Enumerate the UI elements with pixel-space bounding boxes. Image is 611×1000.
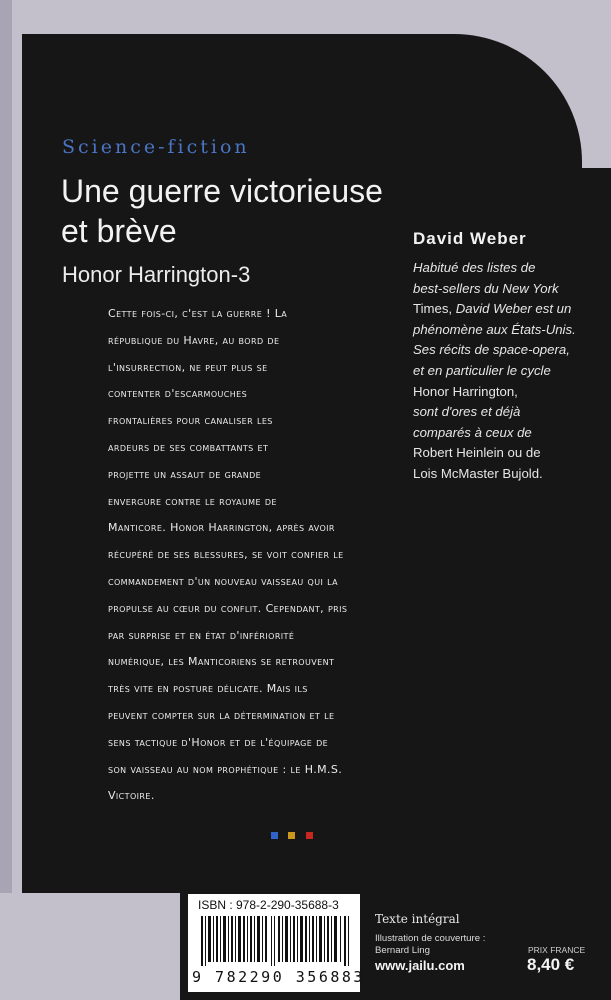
genre-label: Science-fiction [62, 136, 250, 158]
bio-line: phénomène aux États-Unis. [413, 321, 576, 337]
bio-line: Robert Heinlein ou de [413, 445, 541, 461]
blue-square-icon [271, 832, 278, 839]
bio-line: comparés à ceux de [413, 424, 532, 440]
bio-line: Ses récits de space-opera, [413, 342, 570, 358]
book-title-line2: et brève [61, 213, 177, 249]
spine-edge [0, 0, 12, 1000]
gold-square-icon [288, 832, 295, 839]
summary-line: par surprise et en état d'infériorité [108, 628, 295, 642]
price-value: 8,40 € [527, 955, 575, 974]
summary-line: sens tactique d'Honor et de l'équipage de [108, 735, 329, 749]
publisher-website: www.jailu.com [375, 958, 465, 973]
summary-line: projette un assaut de grande [108, 467, 262, 481]
bio-line: Habitué des listes de [413, 260, 536, 275]
bio-line: Times, [413, 301, 453, 317]
author-name: David Weber [413, 229, 527, 248]
summary-line: Victoire. [108, 789, 155, 803]
barcode-panel [188, 894, 365, 992]
summary-line: ardeurs de ses combattants et [108, 440, 269, 454]
barcode-number: 9 782290 356883 [192, 968, 365, 986]
isbn-label: ISBN : 978-2-290-35688-3 [198, 898, 339, 912]
summary-line: frontalières pour canaliser les [108, 414, 273, 428]
book-summary [108, 301, 507, 810]
summary-line: envergure contre le royaume de [108, 494, 277, 508]
lower-left-frame [0, 893, 180, 1000]
summary-line: Manticore. Honor Harrington, après avoir [108, 521, 335, 535]
bio-line: sont d'ores et déjà [413, 404, 521, 420]
book-title-line1: Une guerre victorieuse [61, 173, 383, 209]
barcode-icon [201, 916, 351, 966]
summary-line: l'insurrection, ne peut plus se [108, 360, 268, 374]
summary-line: commandement d'un nouveau vaisseau qui la [108, 574, 339, 588]
book-title [61, 171, 383, 251]
bio-line: best-sellers du New York [413, 280, 559, 296]
summary-line: son vaisseau au nom prophétique : le H.M.S. [108, 762, 343, 776]
bio-line: Lois McMaster Bujold. [413, 465, 543, 481]
texte-integral-label: Texte intégral [375, 912, 460, 926]
illustration-credit: Illustration de couverture : Bernard Ling [375, 933, 486, 956]
summary-line: république du Havre, au bord de [108, 333, 280, 347]
summary-line: propulse au cœur du conflit. Cependant, pris [108, 601, 348, 615]
summary-line: numérique, les Manticoriens se retrouvent [108, 655, 335, 669]
summary-line: récupéré de ses blessures, se voit confier le [108, 548, 344, 562]
summary-line: peuvent compter sur la détermination et le [108, 708, 335, 722]
price-label: PRIX FRANCE [528, 945, 586, 955]
summary-line: très vite en posture délicate. Mais ils [108, 682, 308, 696]
summary-line: contenter d'escarmouches [108, 387, 248, 401]
series-subtitle: Honor Harrington-3 [62, 262, 251, 287]
red-square-icon [306, 832, 313, 839]
summary-line: Cette fois-ci, c'est la guerre ! La [108, 307, 288, 320]
bio-line: Honor Harrington, [413, 383, 518, 399]
bio-line: et en particulier le cycle [413, 362, 551, 378]
bio-line: David Weber est un [452, 301, 572, 317]
